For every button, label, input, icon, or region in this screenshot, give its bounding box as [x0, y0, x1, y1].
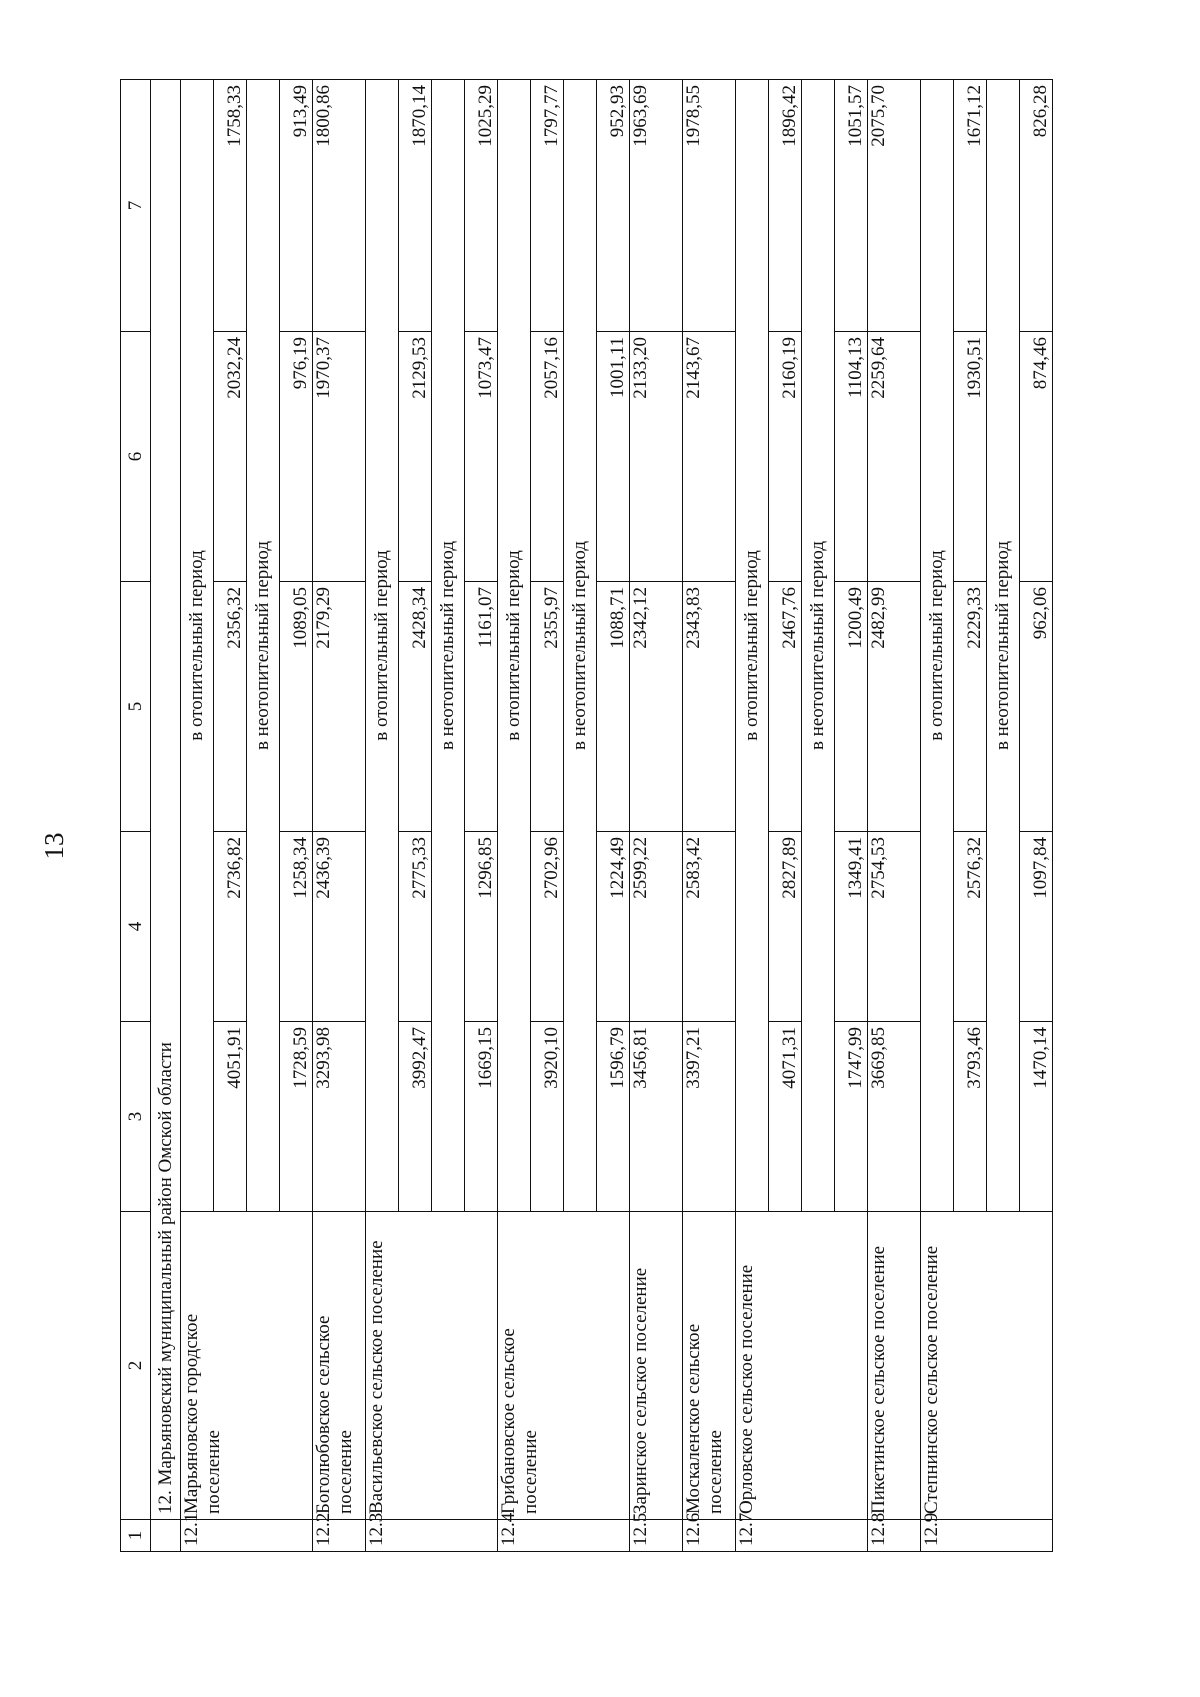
settlement-name — [181, 1212, 313, 1520]
column-header: 3 — [121, 1022, 151, 1212]
value-cell: 2133,20 — [630, 332, 683, 582]
value-cell: 4051,91 — [214, 1022, 247, 1212]
value-cell: 2599,22 — [630, 832, 683, 1022]
settlement-name — [921, 1212, 1053, 1520]
page-number: 13 — [39, 832, 69, 860]
table-row — [683, 80, 736, 1552]
period-row — [366, 80, 399, 1552]
value-cell: 2032,24 — [214, 332, 247, 582]
value-cell: 952,93 — [597, 80, 630, 332]
period-label-nonheating: в неотопительный период — [247, 80, 280, 1212]
section-row — [151, 80, 181, 1552]
row-number: 12.1 — [181, 1520, 313, 1552]
value-cell: 1970,37 — [313, 332, 366, 582]
period-label-nonheating: в неотопительный период — [987, 80, 1020, 1212]
value-cell: 3920,10 — [531, 1022, 564, 1212]
value-cell: 1051,57 — [835, 80, 868, 332]
value-cell: 1161,07 — [465, 582, 498, 832]
value-cell: 1349,41 — [835, 832, 868, 1022]
settlement-name-line: Пикетинское сельское поселение — [868, 1245, 889, 1514]
value-cell: 1728,59 — [280, 1022, 313, 1212]
value-cell: 1747,99 — [835, 1022, 868, 1212]
column-header: 7 — [121, 80, 151, 332]
table-row — [868, 80, 921, 1552]
period-label-nonheating: в неотопительный период — [564, 80, 597, 1212]
settlement-name — [498, 1212, 630, 1520]
value-cell: 1896,42 — [769, 80, 802, 332]
value-cell: 2736,82 — [214, 832, 247, 1022]
row-number: 12.9 — [921, 1520, 1053, 1552]
settlement-name — [868, 1212, 921, 1520]
value-cell: 1669,15 — [465, 1022, 498, 1212]
row-number: 12.5 — [630, 1520, 683, 1552]
value-cell: 1200,49 — [835, 582, 868, 832]
settlement-name-line: Боголюбовское сельское — [313, 1315, 334, 1514]
value-cell: 2343,83 — [683, 582, 736, 832]
value-cell: 1073,47 — [465, 332, 498, 582]
row-number: 12.3 — [366, 1520, 498, 1552]
value-cell: 3793,46 — [954, 1022, 987, 1212]
value-cell: 2583,42 — [683, 832, 736, 1022]
settlement-name — [736, 1212, 868, 1520]
tariff-table — [120, 79, 1053, 1552]
value-cell: 3992,47 — [399, 1022, 432, 1212]
value-cell: 2467,76 — [769, 582, 802, 832]
value-cell: 1596,79 — [597, 1022, 630, 1212]
value-cell: 2827,89 — [769, 832, 802, 1022]
value-cell: 2160,19 — [769, 332, 802, 582]
value-cell: 2057,16 — [531, 332, 564, 582]
value-cell: 2259,64 — [868, 332, 921, 582]
value-cell: 2229,33 — [954, 582, 987, 832]
period-label-nonheating: в неотопительный период — [802, 80, 835, 1212]
settlement-name-line: Заринское сельское поселение — [630, 1267, 651, 1514]
settlement-name-line: Степнинское сельское поселение — [921, 1245, 942, 1514]
value-cell: 2576,32 — [954, 832, 987, 1022]
row-number: 12.8 — [868, 1520, 921, 1552]
column-header: 4 — [121, 832, 151, 1022]
period-label-nonheating: в неотопительный период — [432, 80, 465, 1212]
settlement-name-line: Орловское сельское поселение — [736, 1264, 757, 1514]
settlement-name — [313, 1212, 366, 1520]
table-row — [630, 80, 683, 1552]
value-cell: 913,49 — [280, 80, 313, 332]
period-label-heating: в отопительный период — [921, 80, 954, 1212]
settlement-name-line: Васильевское сельское поселение — [366, 1240, 387, 1514]
value-cell: 2356,32 — [214, 582, 247, 832]
value-cell: 1800,86 — [313, 80, 366, 332]
value-cell: 2428,34 — [399, 582, 432, 832]
column-header: 5 — [121, 582, 151, 832]
settlement-name-line: поселение — [520, 1430, 541, 1514]
value-cell: 2775,33 — [399, 832, 432, 1022]
value-cell: 1224,49 — [597, 832, 630, 1022]
row-number: 12.2 — [313, 1520, 366, 1552]
section-empty-cell — [151, 1520, 181, 1552]
table-row — [313, 80, 366, 1552]
period-label-heating: в отопительный период — [181, 80, 214, 1212]
settlement-name-line: поселение — [335, 1430, 356, 1514]
period-row — [181, 80, 214, 1552]
value-cell: 1258,34 — [280, 832, 313, 1022]
row-number: 12.4 — [498, 1520, 630, 1552]
settlement-name-line: Москаленское сельское — [683, 1323, 704, 1514]
period-label-heating: в отопительный период — [498, 80, 531, 1212]
period-row — [921, 80, 954, 1552]
settlement-name — [683, 1212, 736, 1520]
value-cell: 1671,12 — [954, 80, 987, 332]
row-number: 12.6 — [683, 1520, 736, 1552]
value-cell: 1470,14 — [1020, 1022, 1053, 1212]
settlement-name-line: поселение — [705, 1430, 726, 1514]
value-cell: 1104,13 — [835, 332, 868, 582]
value-cell: 976,19 — [280, 332, 313, 582]
value-cell: 1797,77 — [531, 80, 564, 332]
value-cell: 1758,33 — [214, 80, 247, 332]
period-label-heating: в отопительный период — [366, 80, 399, 1212]
value-cell: 2075,70 — [868, 80, 921, 332]
value-cell: 4071,31 — [769, 1022, 802, 1212]
value-cell: 1089,05 — [280, 582, 313, 832]
value-cell: 2143,67 — [683, 332, 736, 582]
value-cell: 3669,85 — [868, 1022, 921, 1212]
table-body — [121, 80, 1053, 1552]
value-cell: 1978,55 — [683, 80, 736, 332]
settlement-name-line: Марьяновское городское — [181, 1313, 202, 1514]
settlement-name — [366, 1212, 498, 1520]
value-cell: 2754,53 — [868, 832, 921, 1022]
value-cell: 3456,81 — [630, 1022, 683, 1212]
value-cell: 1963,69 — [630, 80, 683, 332]
value-cell: 1097,84 — [1020, 832, 1053, 1022]
value-cell: 2179,29 — [313, 582, 366, 832]
value-cell: 1088,71 — [597, 582, 630, 832]
row-number: 12.7 — [736, 1520, 868, 1552]
column-header: 1 — [121, 1520, 151, 1552]
value-cell: 1025,29 — [465, 80, 498, 332]
value-cell: 2702,96 — [531, 832, 564, 1022]
period-row — [736, 80, 769, 1552]
column-header: 6 — [121, 332, 151, 582]
value-cell: 962,06 — [1020, 582, 1053, 832]
rotated-table-container — [120, 80, 1051, 1552]
settlement-name — [630, 1212, 683, 1520]
period-label-heating: в отопительный период — [736, 80, 769, 1212]
section-title: 12. Марьяновский муниципальный район Омской области — [151, 80, 181, 1520]
value-cell: 1870,14 — [399, 80, 432, 332]
header-row — [121, 80, 151, 1552]
value-cell: 3397,21 — [683, 1022, 736, 1212]
value-cell: 874,46 — [1020, 332, 1053, 582]
settlement-name-line: Грибановское сельское — [498, 1328, 519, 1514]
value-cell: 2342,12 — [630, 582, 683, 832]
value-cell: 1001,11 — [597, 332, 630, 582]
value-cell: 1296,85 — [465, 832, 498, 1022]
value-cell: 826,28 — [1020, 80, 1053, 332]
value-cell: 2355,97 — [531, 582, 564, 832]
period-row — [498, 80, 531, 1552]
settlement-name-line: поселение — [203, 1430, 224, 1514]
value-cell: 2436,39 — [313, 832, 366, 1022]
value-cell: 2129,53 — [399, 332, 432, 582]
value-cell: 2482,99 — [868, 582, 921, 832]
column-header: 2 — [121, 1212, 151, 1520]
value-cell: 1930,51 — [954, 332, 987, 582]
value-cell: 3293,98 — [313, 1022, 366, 1212]
